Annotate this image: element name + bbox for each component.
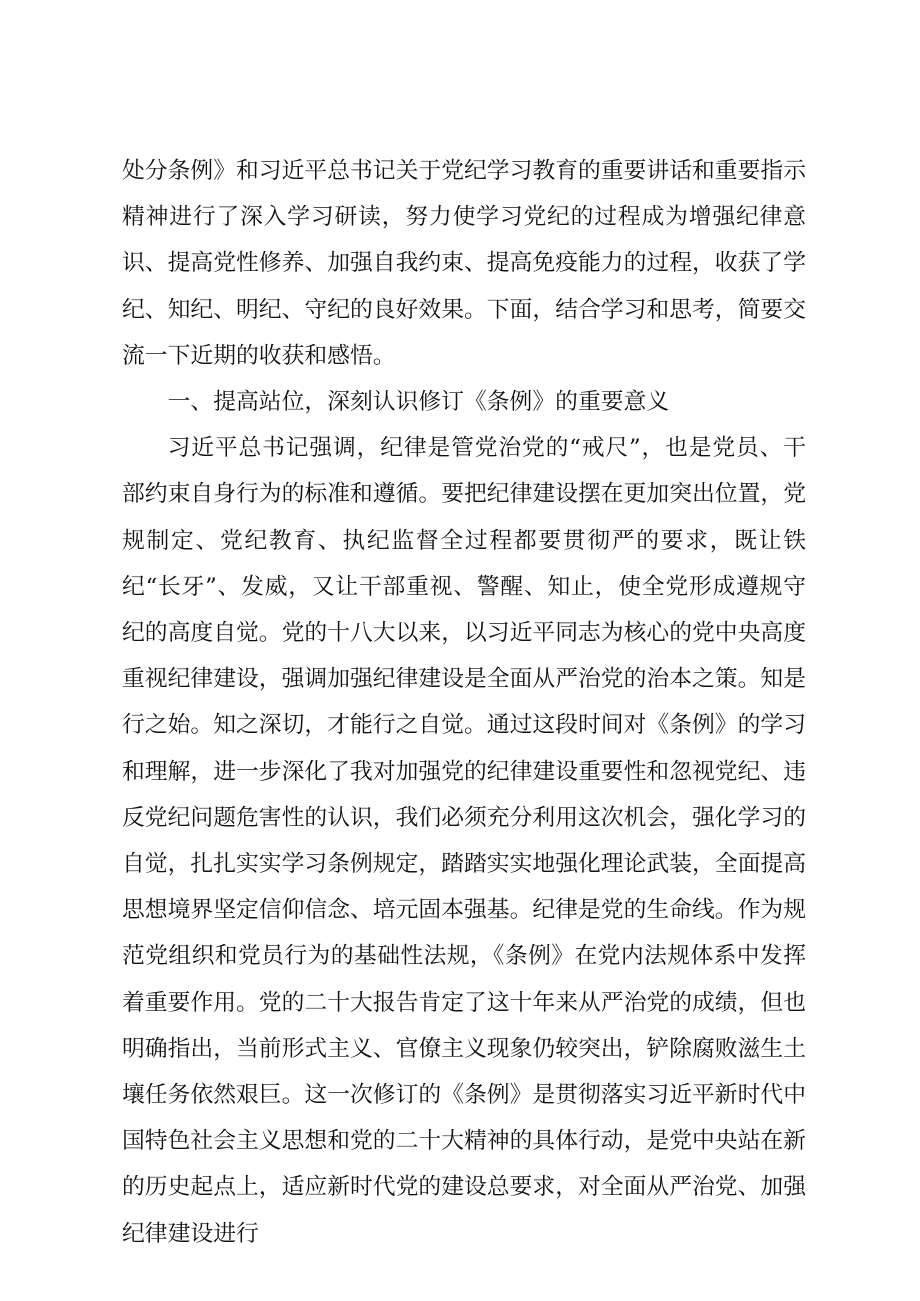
document-body: [122, 148, 806, 1257]
paragraph-continuation: 处分条例》和习近平总书记关于党纪学习教育的重要讲话和重要指示精神进行了深入学习研读，努力使学习党纪的过程成为增强纪律意识、提高党性修养、加强自我约束、提高免疫能力的过程，收获了学纪、知纪、明纪、守纪的良好效果。下面，结合学习和思考，简要交流一下近期的收获和感悟。: [122, 158, 806, 369]
section-heading: 一、提高站位，深刻认识修订《条例》的重要意义: [167, 389, 670, 416]
paragraph-body: 习近平总书记强调，纪律是管党治党的“戒尺”，也是党员、干部约束自身行为的标准和遵循。要把纪律建设摆在更加突出位置，党规制定、党纪教育、执纪监督全过程都要贯彻严的要求，既让铁纪“长牙”、发威，又让干部重视、警醒、知止，使全党形成遵规守纪的高度自觉。党的十八大以来，以习近平同志为核心的党中央高度重视纪律建设，强调加强纪律建设是全面从严治党的治本之策。知是行之始。知之深切，才能行之自觉。通过这段时间对《条例》的学习和理解，进一步深化了我对加强党的纪律建设重要性和忽视党纪、违反党纪问题危害性的认识，我们必须充分利用这次机会，强化学习的自觉，扎扎实实学习条例规定，踏踏实实地强化理论武装，全面提高思想境界坚定信仰信念、培元固本强基。纪律是党的生命线。作为规范党组织和党员行为的基础性法规，《条例》在党内法规体系中发挥着重要作用。党的二十大报告肯定了这十年来从严治党的成绩，但也明确指出，当前形式主义、官僚主义现象仍较突出，铲除腐败滋生土壤任务依然艰巨。这一次修订的《条例》是贯彻落实习近平新时代中国特色社会主义思想和党的二十大精神的具体行动，是党中央站在新的历史起点上，适应新时代党的建设总要求，对全面从严治党、加强纪律建设进行: [122, 435, 806, 1247]
